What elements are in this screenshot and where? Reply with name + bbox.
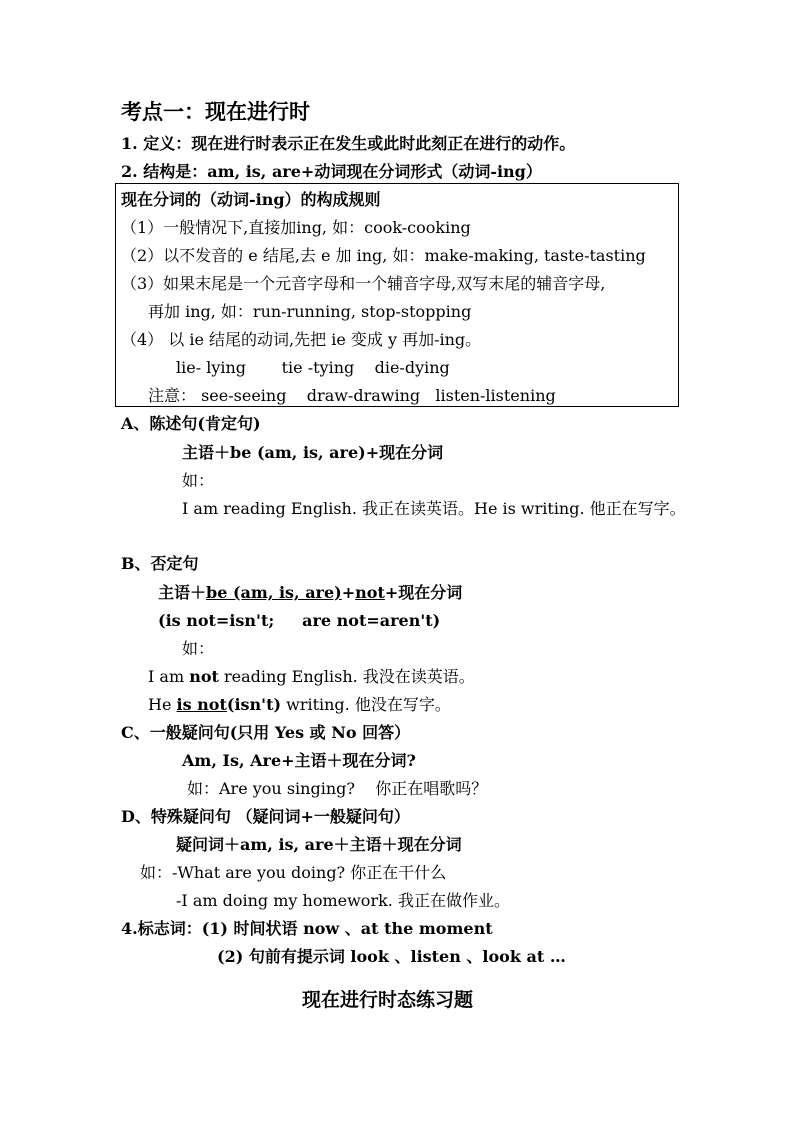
section-c-heading: C、一般疑问句(只用 Yes 或 No 回答） xyxy=(121,723,411,742)
rule-4-examples: lie- lying tie -tying die-dying xyxy=(176,358,450,377)
section-c-formula: Am, Is, Are+主语＋现在分词? xyxy=(182,751,416,770)
rule-3-line-1: （3）如果末尾是一个元音字母和一个辅音字母,双写末尾的辅音字母, xyxy=(121,274,606,293)
section-b-example-1 xyxy=(148,667,475,687)
rules-heading: 现在分词的（动词-ing）的构成规则 xyxy=(121,190,381,209)
formula-not: not xyxy=(355,583,385,602)
exercise-title: 现在进行时态练习题 xyxy=(302,989,474,1011)
markers-line-1: 4.标志词：(1) 时间状语 now 、at the moment xyxy=(121,919,493,938)
formula-suffix: +现在分词 xyxy=(384,583,463,602)
section-d-example-1: 如：-What are you doing? 你正在干什么 xyxy=(140,863,447,882)
section-b-example-2 xyxy=(148,695,451,715)
section-title: 考点一：现在进行时 xyxy=(121,99,310,124)
example-1-post: reading English. 我没在读英语。 xyxy=(218,667,475,686)
markers-line-2: (2) 句前有提示词 look 、listen 、look at … xyxy=(217,947,566,966)
formula-plus: + xyxy=(341,583,356,602)
example-2-pre: He xyxy=(148,695,177,714)
example-2-post: writing. 他没在写字。 xyxy=(281,695,451,714)
section-b-contractions: (is not=isn't; are not=aren't) xyxy=(158,611,441,630)
section-a-formula: 主语＋be (am, is, are)+现在分词 xyxy=(182,443,444,462)
section-d-example-2: -I am doing my homework. 我正在做作业。 xyxy=(176,891,510,910)
rule-2: （2）以不发音的 e 结尾,去 e 加 ing, 如：make-making, taste-tasting xyxy=(121,246,646,265)
section-c-example: 如：Are you singing? 你正在唱歌吗？ xyxy=(187,779,488,798)
section-d-formula: 疑问词＋am, is, are＋主语＋现在分词 xyxy=(176,835,462,854)
section-a-heading: A、陈述句(肯定句) xyxy=(121,414,261,433)
definition-line: 1. 定义：现在进行时表示正在发生或此时此刻正在进行的动作。 xyxy=(121,134,576,153)
rule-3-line-2: 再加 ing, 如：run-running, stop-stopping xyxy=(148,302,472,321)
example-2-isnt: (isn't) xyxy=(226,695,282,714)
example-2-is-not: is not xyxy=(176,695,227,714)
section-d-heading: D、特殊疑问句 （疑问词+一般疑问句） xyxy=(121,807,410,826)
structure-line: 2. 结构是：am, is, are+动词现在分词形式（动词-ing） xyxy=(121,162,542,181)
section-b-formula xyxy=(158,583,462,603)
formula-be: be (am, is, are) xyxy=(206,583,342,602)
rules-note: 注意： see-seeing draw-drawing listen-listening xyxy=(148,386,556,405)
section-b-example-label: 如： xyxy=(182,639,215,658)
example-1-pre: I am xyxy=(148,667,190,686)
formula-prefix: 主语＋ xyxy=(158,583,207,602)
example-1-not: not xyxy=(189,667,219,686)
rule-1: （1）一般情况下,直接加ing, 如：cook-cooking xyxy=(121,218,471,237)
rule-4: （4） 以 ie 结尾的动词,先把 ie 变成 y 再加-ing。 xyxy=(121,330,482,349)
section-a-example: I am reading English. 我正在读英语。He is writing. 他正在写字。 xyxy=(182,499,686,518)
section-a-example-label: 如： xyxy=(182,471,215,490)
section-b-heading: B、否定句 xyxy=(121,554,199,573)
